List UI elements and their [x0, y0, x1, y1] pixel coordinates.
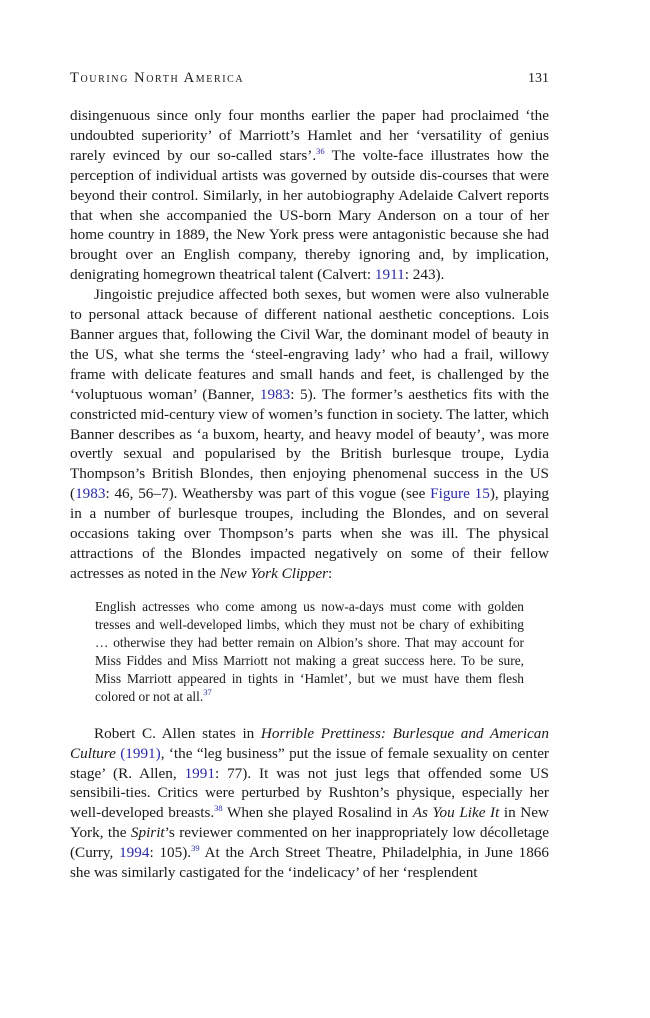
text-run: The volte-face illustrates how the perception of individual artists was governed by outside dis-courses that were beyond their control. Similarly, in her autobiography Adelaide Calvert reports that when she accompanied the US-born Mary Anderson on a tour of her home country in 1889, the New York press were antagonistic because she had brought over an English company, thereby ignoring and, by implication, denigrating homegrown theatrical talent (Calvert: [70, 146, 549, 284]
text-run: : 77). It was not just legs that offended some US sensibili-ties. Critics were perturbed by Rushton’s physique, especially her well-developed breasts. [70, 764, 549, 822]
footnote-37-link[interactable]: 37 [203, 686, 212, 697]
text-run: , ‘the “leg business” put the issue of female sexuality on center stage’ (R. Allen, [70, 744, 549, 782]
book-page [70, 70, 549, 883]
text-run: Jingoistic prejudice affected both sexes, but women were also vulnerable to personal attack because of different national aesthetic conceptions. Lois Banner argues that, following the Civil War, the dominant model of beauty in the US, what she terms the ‘steel-engraving lady’ who had a frail, willowy frame with delicate features and small hands and feet, is challenged by the ‘voluptuous woman’ (Banner, [70, 286, 549, 403]
running-head [70, 70, 549, 92]
citation-allen-1991-link[interactable]: 1991 [184, 764, 215, 782]
text-run: : 46, 56–7). Weathersby was part of this vogue (see [105, 485, 431, 503]
text-run: Robert C. Allen states in [94, 724, 261, 742]
footnote-36-link[interactable]: 36 [316, 145, 325, 156]
figure-15-link[interactable]: Figure 15 [430, 485, 490, 503]
text-run: : [328, 564, 333, 582]
paragraph-1 [70, 106, 549, 285]
italic-title: Spirit [130, 824, 165, 842]
paragraph-2 [70, 285, 549, 584]
text-run: in New York, the [70, 804, 549, 842]
citation-calvert-1911-link[interactable]: 1911 [374, 266, 405, 284]
footnote-39-link[interactable]: 39 [191, 843, 200, 854]
text-run: ), playing in a number of burlesque troupes, including the Blondes, and on several occasions taking over Thompson’s parts when she was ill. The physical attractions of the Blondes impacted negatively on some of their fellow actresses as noted in the [70, 485, 550, 582]
running-title: Touring North America [70, 70, 245, 86]
citation-curry-1994-link[interactable]: 1994 [119, 844, 150, 862]
paragraph-3 [70, 724, 549, 883]
text-run: ’s reviewer commented on her inappropriately low décolletage (Curry, [70, 824, 549, 862]
italic-title: New York Clipper [219, 564, 329, 582]
italic-title: As You Like It [412, 804, 500, 822]
text-run: disingenuous since only four months earlier the paper had proclaimed ‘the undoubted superiority’ of Marriott’s Hamlet and her ‘versatility of genius rarely evinced by our so-called stars’. [70, 107, 549, 164]
citation-banner-1983-link[interactable]: 1983 [75, 485, 106, 503]
text-run: At the Arch Street Theatre, Philadelphia, in June 1866 she was similarly castigated for the ‘indelicacy’ of her ‘resplendent [70, 844, 549, 882]
citation-allen-1991-link[interactable]: (1991) [115, 744, 161, 762]
text-run: : 105). [149, 844, 192, 862]
citation-banner-1983-link[interactable]: 1983 [259, 385, 291, 403]
footnote-38-link[interactable]: 38 [214, 803, 223, 814]
italic-title: Horrible Prettiness: Burlesque and American Culture [70, 724, 549, 762]
quote-text: English actresses who come among us now-a-days must come with golden tresses and well-developed limbs, which they must not be chary of exhibiting … otherwise they had better remain on Albion’s shore. That may account for Miss Fiddes and Miss Marriott not making a great success here. To be sure, Miss Marriott appeared in tights in ‘Hamlet’, but we must have them flesh colored or not at all. [95, 598, 524, 704]
text-run: : 243). [404, 266, 445, 284]
page-number: 131 [528, 71, 549, 86]
text-run: : 5). The former’s aesthetics fits with the constricted mid-century view of women’s function in society. The latter, which Banner describes as ‘a buxom, hearty, and heavy model of beauty’, was more overtly sexual and popularised by the British burlesque troupe, Lydia Thompson’s British Blondes, then enjoying phenomenal success in the US ( [70, 385, 549, 503]
text-run: When she played Rosalind in [222, 804, 413, 822]
block-quote [95, 598, 524, 706]
